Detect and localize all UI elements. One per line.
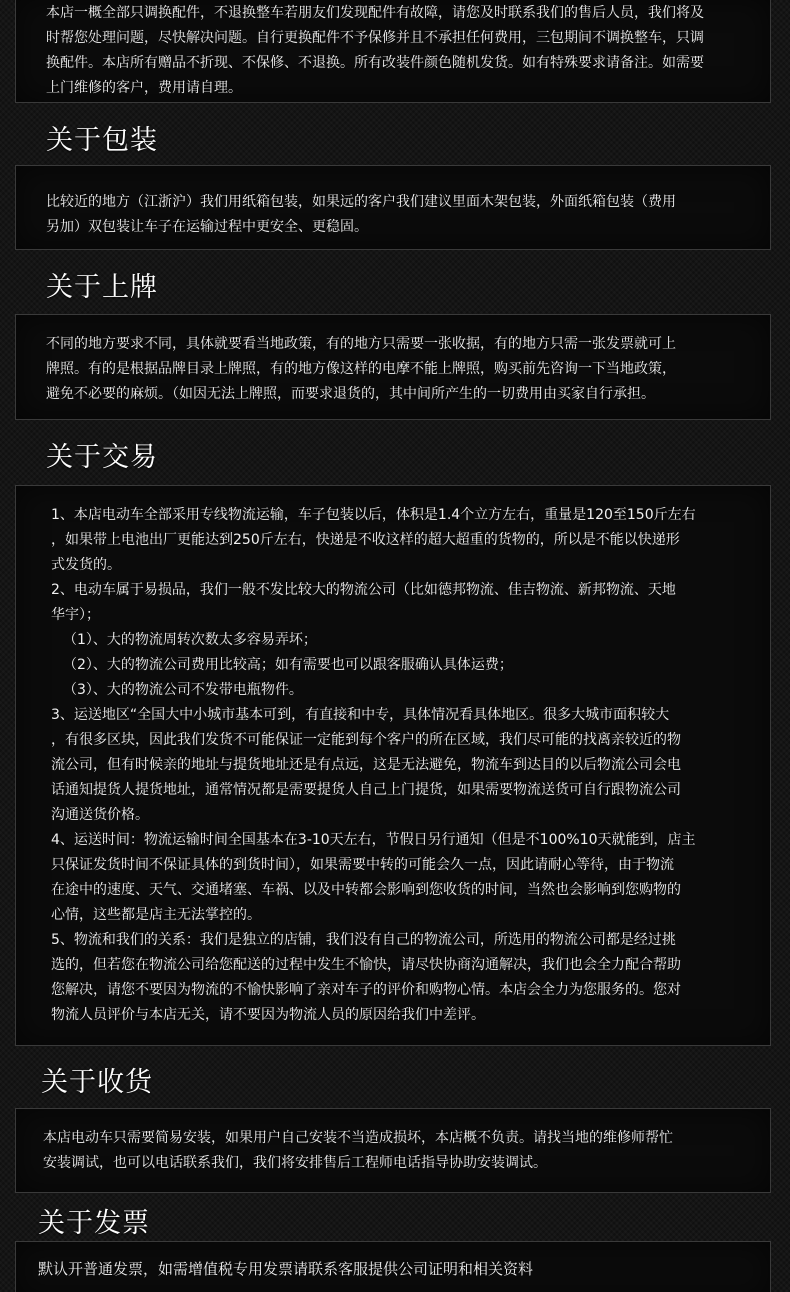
transaction-text-line: 您解决，请您不要因为物流的不愉快影响了亲对车子的评价和购物心情。本店会全力为您服务的。您对	[51, 982, 681, 998]
transaction-text-line: 4、运送时间：物流运输时间全国基本在3-10天左右，节假日另行通知（但是不100%10天就能到，店主	[51, 832, 696, 848]
packaging-text-line: 另加）双包装让车子在运输过程中更安全、更稳固。	[46, 219, 368, 235]
transaction-text-line: 5、物流和我们的关系：我们是独立的店铺，我们没有自己的物流公司，所选用的物流公司都是经过挑	[51, 932, 676, 948]
license-panel	[15, 314, 771, 420]
transaction-heading: 关于交易	[46, 442, 158, 473]
transaction-text-line: 选的，但若您在物流公司给您配送的过程中发生不愉快，请尽快协商沟通解决，我们也会全力配合帮助	[51, 957, 681, 973]
transaction-subitem: （2）、大的物流公司费用比较高；如有需要也可以跟客服确认具体运费；	[63, 657, 513, 673]
transaction-text-line: 华宇）；	[51, 607, 100, 623]
transaction-text-line: ，如果带上电池出厂更能达到250斤左右，快递是不收这样的超大超重的货物的，所以是不能以快递形	[51, 532, 680, 548]
transaction-text-line: 心情，这些都是店主无法掌控的。	[51, 907, 261, 923]
warranty-text-line: 上门维修的客户，费用请自理。	[46, 80, 242, 96]
receiving-text-line: 本店电动车只需要简易安装，如果用户自己安装不当造成损坏，本店概不负责。请找当地的维修师帮忙	[43, 1130, 673, 1146]
invoice-heading: 关于发票	[38, 1208, 150, 1239]
license-text-line: 避免不必要的麻烦。（如因无法上牌照，而要求退货的，其中间所产生的一切费用由买家自行承担。	[46, 386, 655, 402]
receiving-heading: 关于收货	[41, 1067, 153, 1098]
receiving-text-line: 安装调试，也可以电话联系我们，我们将安排售后工程师电话指导协助安装调试。	[43, 1155, 547, 1171]
transaction-subitem: （3）、大的物流公司不发带电瓶物件。	[63, 682, 303, 698]
transaction-panel	[15, 485, 771, 1046]
warranty-text-line: 本店一概全部只调换配件，不退换整车若朋友们发现配件有故障，请您及时联系我们的售后人员，我们将及	[46, 5, 704, 21]
transaction-text-line: 只保证发货时间不保证具体的到货时间），如果需要中转的可能会久一点，因此请耐心等待，由于物流	[51, 857, 674, 873]
invoice-panel	[15, 1241, 771, 1292]
warranty-text-line: 时帮您处理问题，尽快解决问题。自行更换配件不予保修并且不承担任何费用，三包期间不调换整车，只调	[46, 30, 704, 46]
warranty-text-line: 换配件。本店所有赠品不折现、不保修、不退换。所有改装件颜色随机发货。如有特殊要求请备注。如需要	[46, 55, 704, 71]
license-heading: 关于上牌	[46, 272, 158, 303]
packaging-heading: 关于包装	[46, 125, 158, 156]
transaction-text-line: 话通知提货人提货地址，通常情况都是需要提货人自己上门提货，如果需要物流送货可自行跟物流公司	[51, 782, 681, 798]
transaction-text-line: 沟通送货价格。	[51, 807, 149, 823]
transaction-subitem: （1）、大的物流周转次数太多容易弄坏；	[63, 632, 317, 648]
transaction-text-line: 流公司，但有时候亲的地址与提货地址还是有点远，这是无法避免，物流车到达目的以后物流公司会电	[51, 757, 681, 773]
transaction-text-line: 式发货的。	[51, 557, 121, 573]
transaction-text-line: 2、电动车属于易损品，我们一般不发比较大的物流公司（比如德邦物流、佳吉物流、新邦物流、天地	[51, 582, 676, 598]
packaging-text-line: 比较近的地方（江浙沪）我们用纸箱包装，如果远的客户我们建议里面木架包装，外面纸箱包装（费用	[46, 194, 676, 210]
license-text-line: 不同的地方要求不同，具体就要看当地政策，有的地方只需要一张收据，有的地方只需一张发票就可上	[46, 336, 676, 352]
invoice-text-line: 默认开普通发票，如需增值税专用发票请联系客服提供公司证明和相关资料	[38, 1260, 534, 1278]
warranty-panel	[15, 0, 771, 103]
transaction-text-line: ，有很多区块，因此我们发货不可能保证一定能到每个客户的所在区域，我们尽可能的找离亲较近的物	[51, 732, 681, 748]
transaction-text-line: 3、运送地区“全国大中小城市基本可到，有直接和中专，具体情况看具体地区。很多大城市面积较大	[51, 707, 670, 723]
receiving-panel	[15, 1108, 771, 1193]
packaging-panel	[15, 165, 771, 250]
transaction-text-line: 1、本店电动车全部采用专线物流运输，车子包装以后，体积是1.4个立方左右，重量是120至150斤左右	[51, 507, 696, 523]
transaction-text-line: 物流人员评价与本店无关，请不要因为物流人员的原因给我们中差评。	[51, 1007, 485, 1023]
transaction-text-line: 在途中的速度、天气、交通堵塞、车祸、以及中转都会影响到您收货的时间，当然也会影响到您购物的	[51, 882, 681, 898]
license-text-line: 牌照。有的是根据品牌目录上牌照，有的地方像这样的电摩不能上牌照，购买前先咨询一下当地政策，	[46, 361, 676, 377]
